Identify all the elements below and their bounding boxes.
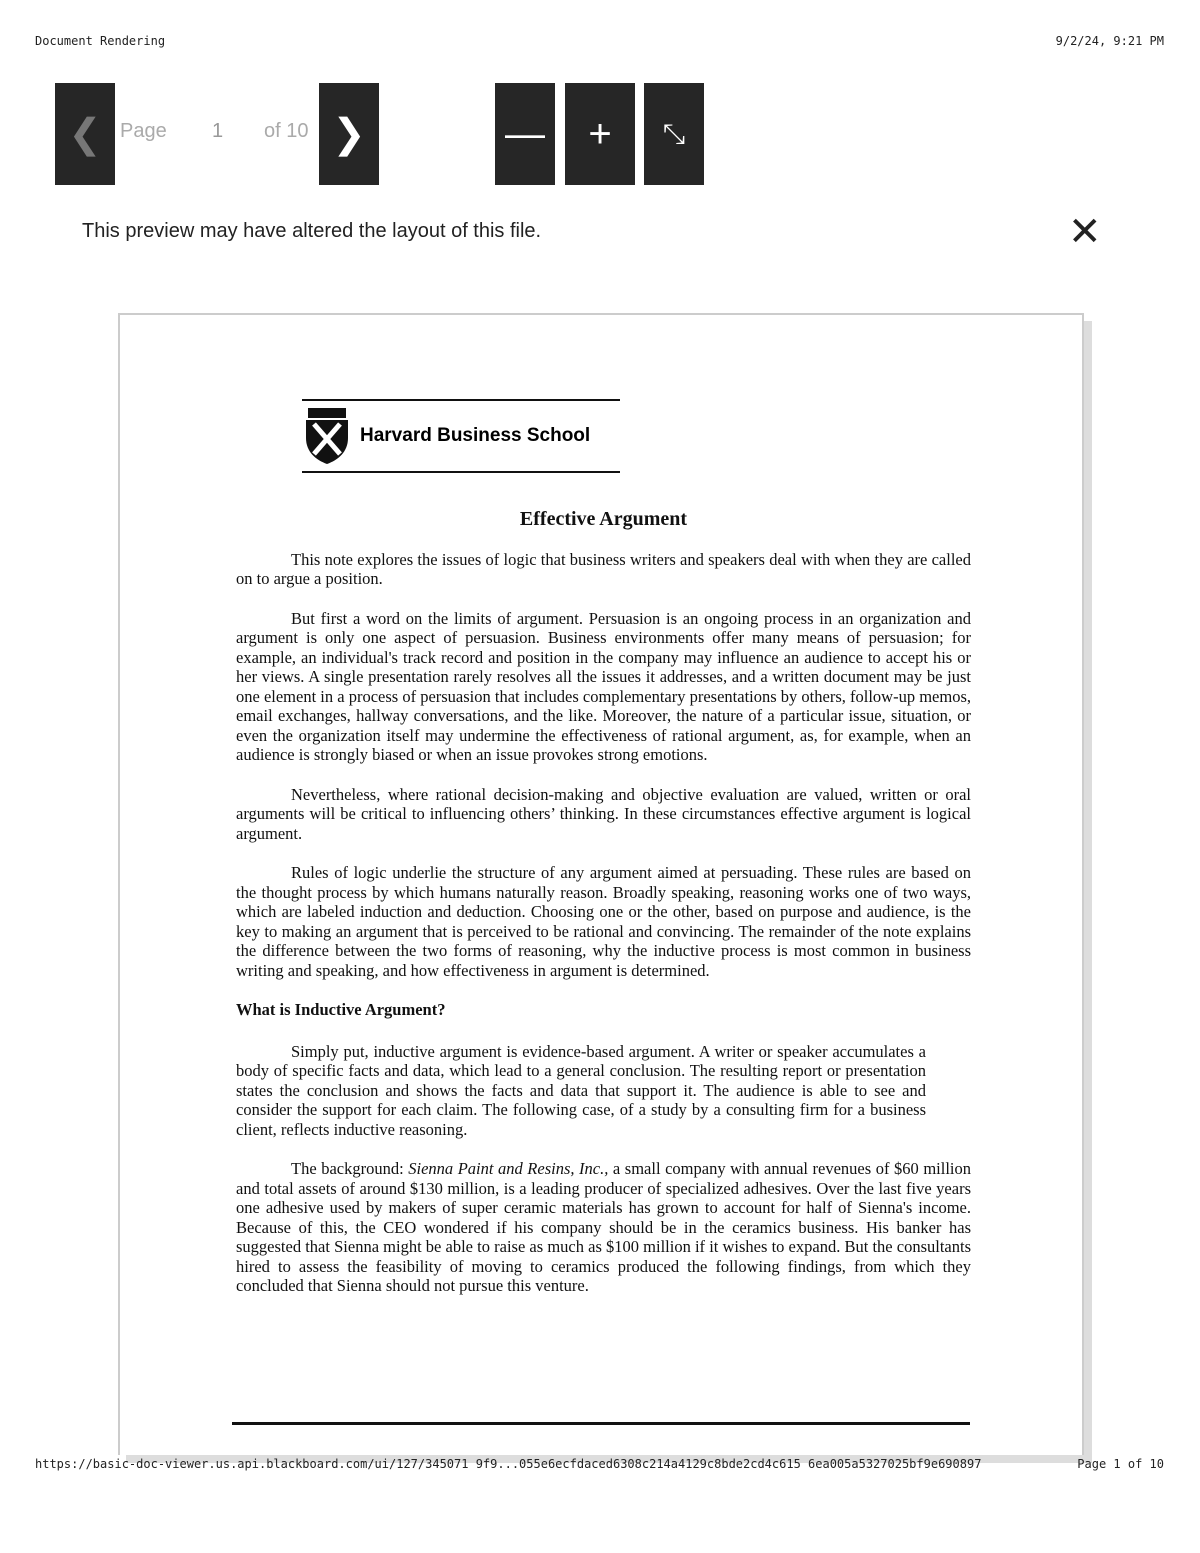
text: The background: (291, 1159, 409, 1178)
page-total: of 10 (264, 120, 309, 142)
datetime: 9/2/24, 9:21 PM (1055, 34, 1164, 48)
zoom-out-button[interactable] (495, 83, 555, 185)
plus-icon: + (588, 111, 612, 156)
chevron-left-icon: ❮ (68, 112, 102, 156)
text: a small company with annual revenues of $60 million and total assets of around $130 million, is a leading producer of specialized adhesives. Over the last five years one adhesive used by makers of super ceramic materials has grown to account for half of Sienna's income. Because of this, the CEO wondered if his company should be in the ceramics business. His banker has suggested that Sienna might be able to raise as much as $100 million if it wishes to expand. But the consultants hired to assess the feasibility of moving to ceramics produced the following findings, from which they concluded that Sienna should not pursue this venture. (236, 1159, 971, 1295)
fit-screen-icon: ⤡ (662, 117, 686, 149)
zoom-in-button[interactable] (565, 83, 635, 185)
hbs-logo (302, 399, 620, 473)
document-text (236, 500, 971, 1316)
logo-text: Harvard Business School (360, 425, 591, 446)
company-name: Sienna Paint and Resins, Inc., (408, 1159, 609, 1178)
page-rule (232, 1422, 970, 1425)
layout-notice: This preview may have altered the layout of this file. (82, 220, 542, 242)
paragraph: Simply put, inductive argument is evidence-based argument. A writer or speaker accumulates a body of specific facts and data, which lead to a general conclusion. The resulting report or presentation states the conclusion and shows the facts and data that support it. The audience is able to see and consider the support for each claim. The following case, of a study by a consulting firm for a business client, reflects inductive reasoning. (236, 1041, 926, 1139)
paragraph: Rules of logic underlie the structure of any argument aimed at persuading. These rules are based on the thought process by which humans naturally reason. Broadly speaking, reasoning works one of two ways, which are labeled induction and deduction. Choosing one or the other, based on purpose and audience, is the key to making an argument that is perceived to be rational and convincing. The remainder of the note explains the difference between the two forms of reasoning, why the inductive process is most common in business writing and speaking, and how effectiveness in argument is determined. (236, 863, 971, 980)
page-number-input[interactable]: 1 (212, 120, 224, 142)
fit-page-button[interactable] (644, 83, 704, 185)
section-heading: What is Inductive Argument? (236, 1000, 446, 1019)
footer-page: Page 1 of 10 (1077, 1457, 1164, 1471)
page-label: Page (120, 120, 167, 142)
minus-icon: — (505, 111, 545, 156)
paragraph: This note explores the issues of logic that business writers and speakers deal with when they are called on to argue a position. (236, 549, 971, 588)
window-title: Document Rendering (35, 34, 166, 48)
prev-page-button[interactable] (55, 83, 115, 185)
close-notice-button[interactable] (1068, 212, 1102, 252)
paragraph (236, 1159, 971, 1296)
footer-url: https://basic-doc-viewer.us.api.blackboard.com/ui/127/345071 9f9...055e6ecfdaced6308c214a4129c8bde2cd4c615 6ea005a5327025bf9e690897 (35, 1457, 982, 1471)
doc-title: Effective Argument (519, 508, 688, 530)
next-page-button[interactable] (319, 83, 379, 185)
shield-icon (302, 406, 352, 466)
close-icon: ✕ (1068, 210, 1102, 254)
paragraph: But first a word on the limits of argument. Persuasion is an ongoing process in an organization and argument is only one aspect of persuasion. Business environments offer many means of persuasion; for example, an individual's track record and position in the company may influence an audience to accept his or her views. A single presentation rarely resolves all the issues it addresses, and a written document may be just one element in a process of persuasion that includes complementary presentations by others, follow-up memos, email exchanges, hallway conversations, and the like. Moreover, the nature of a particular issue, situation, or even the organization itself may undermine the effectiveness of rational argument, as, for example, when an audience is strongly biased or when an issue provokes strong emotions. (236, 608, 971, 764)
chevron-right-icon: ❯ (332, 112, 366, 156)
paragraph: Nevertheless, where rational decision-making and objective evaluation are valued, written or oral arguments will be critical to influencing others’ thinking. In these circumstances effective argument is logical argument. (236, 784, 971, 843)
